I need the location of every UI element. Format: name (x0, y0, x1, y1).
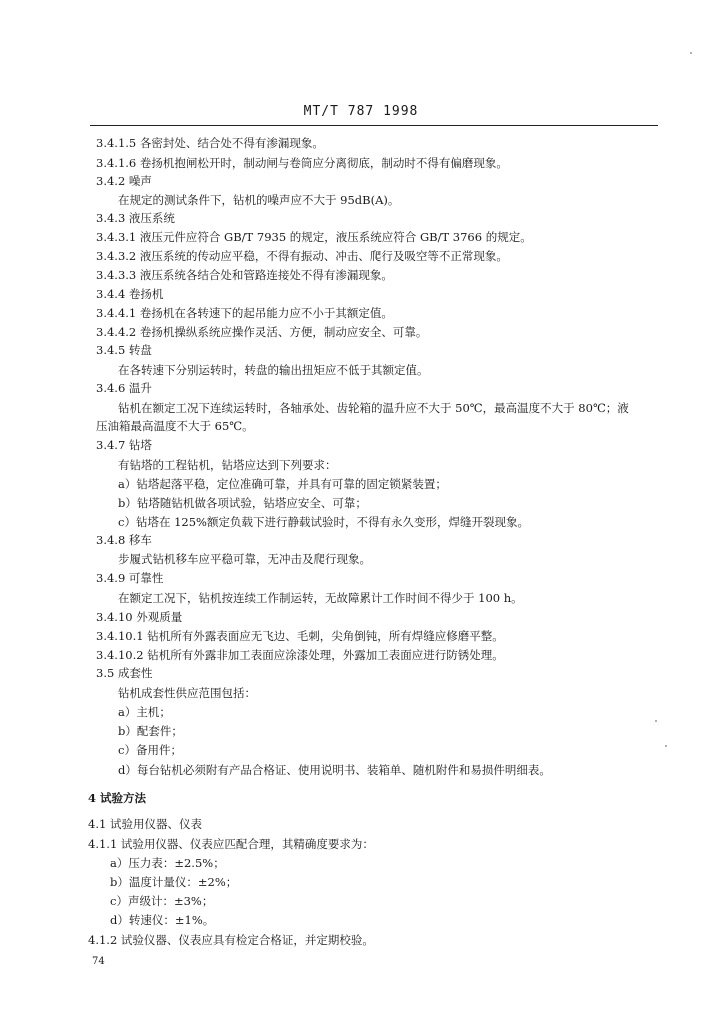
heading-3-4-7: 3.4.7 钻塔 (96, 438, 152, 452)
heading-3-4-2: 3.4.2 噪声 (96, 174, 152, 188)
scan-speck (690, 52, 692, 54)
heading-4-1: 4.1 试验用仪器、仪表 (88, 817, 202, 831)
heading-3-4-8: 3.4.8 移车 (96, 533, 152, 547)
paragraph-cont: 压油箱最高温度不大于 65℃。 (96, 419, 254, 433)
paragraph: 在额定工况下，钻机按连续工作制运转，无故障累计工作时间不得少于 100 h。 (118, 591, 523, 605)
clause-3-4-4-2: 3.4.4.2 卷扬机操纵系统应操作灵活、方便，制动应安全、可靠。 (96, 325, 428, 339)
list-item: b）钻塔随钻机做各项试验，钻塔应安全、可靠； (118, 496, 367, 510)
clause-3-4-3-3: 3.4.3.3 液压系统各结合处和管路连接处不得有渗漏现象。 (96, 268, 393, 282)
list-item: d）每台钻机必须附有产品合格证、使用说明书、装箱单、随机附件和易损件明细表。 (118, 763, 551, 777)
list-item: c）备用件； (118, 743, 182, 757)
section-heading-4: 4 试验方法 (88, 791, 147, 805)
heading-3-4-3: 3.4.3 液压系统 (96, 211, 175, 225)
paragraph: 钻机成套性供应范围包括： (118, 686, 256, 700)
heading-3-4-4: 3.4.4 卷扬机 (96, 287, 164, 301)
page-number: 74 (92, 956, 105, 967)
paragraph: 在各转速下分别运转时，转盘的输出扭矩应不低于其额定值。 (118, 363, 429, 377)
heading-3-4-5: 3.4.5 转盘 (96, 343, 152, 357)
header-rule (90, 125, 658, 126)
clause-4-1-1: 4.1.1 试验用仪器、仪表应匹配合理，其精确度要求为： (88, 837, 374, 851)
clause-3-4-4-1: 3.4.4.1 卷扬机在各转速下的起吊能力应不小于其额定值。 (96, 306, 393, 320)
heading-3-4-9: 3.4.9 可靠性 (96, 571, 164, 585)
paragraph: 在规定的测试条件下，钻机的噪声应不大于 95dB(A)。 (118, 193, 400, 207)
clause-4-1-2: 4.1.2 试验仪器、仪表应具有检定合格证，并定期校验。 (88, 933, 374, 947)
paragraph: 有钻塔的工程钻机，钻塔应达到下列要求： (118, 458, 337, 472)
clause-3-4-3-2: 3.4.3.2 液压系统的传动应平稳，不得有振动、冲击、爬行及吸空等不正常现象。 (96, 249, 508, 263)
scan-speck (655, 720, 657, 722)
heading-3-4-6: 3.4.6 温升 (96, 381, 152, 395)
clause-3-4-10-1: 3.4.10.1 钻机所有外露表面应无飞边、毛刺，尖角倒钝，所有焊缝应修磨平整。 (96, 629, 504, 643)
list-item: a）压力表：±2.5%； (110, 856, 225, 870)
clause-3-4-1-5: 3.4.1.5 各密封处、结合处不得有渗漏现象。 (96, 136, 324, 150)
list-item: b）温度计量仪：±2%； (110, 875, 238, 889)
list-item: a）钻塔起落平稳，定位准确可靠，并具有可靠的固定锁紧装置； (118, 477, 447, 491)
heading-3-4-10: 3.4.10 外观质量 (96, 610, 183, 624)
list-item: a）主机； (118, 705, 171, 719)
list-item: c）钻塔在 125%额定负载下进行静载试验时，不得有永久变形，焊缝开裂现象。 (118, 515, 529, 529)
paragraph: 钻机在额定工况下连续运转时，各轴承处、齿轮箱的温升应不大于 50℃，最高温度不大于 80℃；液 (118, 401, 629, 415)
clause-3-4-3-1: 3.4.3.1 液压元件应符合 GB/T 7935 的规定，液压系统应符合 GB/T 3766 的规定。 (96, 230, 532, 244)
clause-3-4-10-2: 3.4.10.2 钻机所有外露非加工表面应涂漆处理，外露加工表面应进行防锈处理。 (96, 648, 504, 662)
list-item: c）声级计：±3%； (110, 894, 214, 908)
page-header: MT/T 787 1998 (303, 104, 419, 119)
heading-3-5: 3.5 成套性 (96, 666, 153, 680)
list-item: d）转速仪：±1%。 (110, 913, 215, 927)
clause-3-4-1-6: 3.4.1.6 卷扬机抱闸松开时，制动闸与卷筒应分离彻底，制动时不得有偏磨现象。 (96, 156, 508, 170)
scan-speck (665, 745, 667, 747)
paragraph: 步履式钻机移车应平稳可靠，无冲击及爬行现象。 (118, 552, 371, 566)
list-item: b）配套件； (118, 724, 183, 738)
